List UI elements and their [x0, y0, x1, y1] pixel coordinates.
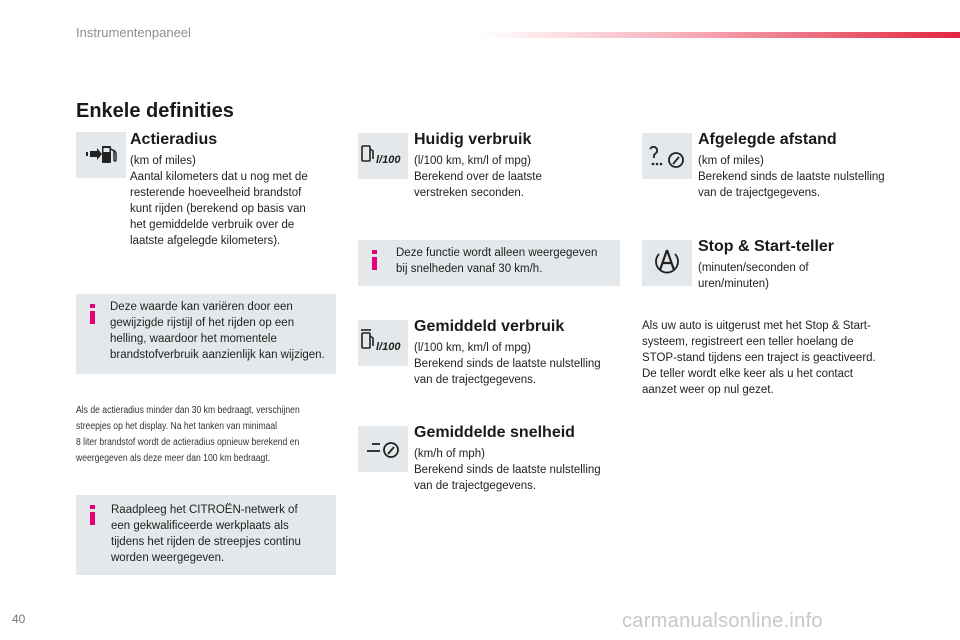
info-note-speed	[358, 240, 620, 286]
note-line: worden weergegeven.	[111, 552, 225, 564]
note-line: Raadpleeg het CITROËN-netwerk of	[111, 504, 298, 516]
info-icon	[90, 505, 95, 509]
note-line: gewijzigde rijstijl of het rijden op een	[110, 317, 295, 329]
gemiddelde-snelheid-description	[414, 446, 624, 494]
afgelegde-afstand-description	[698, 153, 918, 201]
huidig-line: verstreken seconden.	[414, 187, 524, 199]
actieradius-line: Aantal kilometers dat u nog met de	[130, 171, 308, 183]
info-note-variation	[76, 294, 336, 374]
page-number: 40	[12, 612, 26, 626]
info-note-network	[76, 495, 336, 575]
note-line: helling, waardoor het momentele	[110, 333, 277, 345]
info-icon	[90, 304, 95, 308]
gemiddeld-verbruik-title: Gemiddeld verbruik	[414, 318, 565, 335]
note-line: Deze functie wordt alleen weergegeven	[396, 247, 598, 259]
gemiddelde-snelheid-line: (km/h of mph)	[414, 448, 485, 460]
afstand-line: van de trajectgegevens.	[698, 187, 821, 199]
huidig-verbruik-description	[414, 153, 614, 201]
note-line: brandstofverbruik aanzienlijk kan wijzigen.	[110, 349, 325, 361]
current-consumption-icon	[358, 133, 408, 179]
info-icon	[372, 250, 377, 254]
average-speed-icon	[358, 426, 408, 472]
dashes-explanation	[76, 403, 300, 467]
svg-text:l/100: l/100	[376, 154, 401, 166]
stopstart-line: (minuten/seconden of	[698, 262, 809, 274]
average-consumption-icon	[358, 320, 408, 366]
stopstart-text-line: STOP-stand tijdens een traject is geactiveerd.	[642, 352, 876, 364]
huidig-verbruik-title: Huidig verbruik	[414, 131, 532, 148]
section-title: Instrumentenpaneel	[76, 25, 191, 40]
fuel-range-icon	[76, 132, 126, 178]
actieradius-title: Actieradius	[130, 131, 218, 148]
gemiddeld-verbruik-line: Berekend sinds de laatste nulstelling	[414, 358, 601, 370]
afstand-line: Berekend sinds de laatste nulstelling	[698, 171, 885, 183]
stopstart-text-line: aanzet weer op nul gezet.	[642, 384, 774, 396]
header-accent-bar	[480, 32, 960, 38]
dashes-line: 8 liter brandstof wordt de actieradius opnieuw berekend en	[76, 437, 300, 448]
stopstart-text-line: systeem, registreert een teller hoelang de	[642, 336, 854, 348]
dashes-line: streepjes op het display. Na het tanken van minimaal	[76, 421, 278, 432]
note-line: een gekwalificeerde werkplaats als	[111, 520, 289, 532]
stopstart-text-line: De teller wordt elke keer als u het contact	[642, 368, 853, 380]
svg-text:l/100: l/100	[376, 341, 401, 353]
stopstart-line: uren/minuten)	[698, 278, 769, 290]
gemiddelde-snelheid-line: Berekend sinds de laatste nulstelling	[414, 464, 601, 476]
stop-start-icon	[642, 240, 692, 286]
stop-start-explanation	[642, 318, 922, 398]
actieradius-line: het gemiddelde verbruik over de	[130, 219, 295, 231]
dashes-line: Als de actieradius minder dan 30 km bedraagt, verschijnen	[76, 405, 300, 416]
page-heading: Enkele definities	[76, 100, 234, 122]
huidig-line: (l/100 km, km/l of mpg)	[414, 155, 531, 167]
gemiddeld-verbruik-line: van de trajectgegevens.	[414, 374, 537, 386]
note-line: Deze waarde kan variëren door een	[110, 301, 293, 313]
stopstart-text-line: Als uw auto is uitgerust met het Stop & Start-	[642, 320, 871, 332]
stop-start-title: Stop & Start-teller	[698, 238, 835, 255]
afstand-line: (km of miles)	[698, 155, 764, 167]
distance-travelled-icon	[642, 133, 692, 179]
gemiddeld-verbruik-line: (l/100 km, km/l of mpg)	[414, 342, 531, 354]
huidig-line: Berekend over de laatste	[414, 171, 542, 183]
afgelegde-afstand-title: Afgelegde afstand	[698, 131, 837, 148]
note-line: tijdens het rijden de streepjes continu	[111, 536, 301, 548]
note-line: bij snelheden vanaf 30 km/h.	[396, 263, 543, 275]
watermark: carmanualsonline.info	[622, 610, 823, 632]
actieradius-line: (km of miles)	[130, 155, 196, 167]
actieradius-description	[130, 153, 330, 249]
dashes-line: weergegeven als deze meer dan 100 km bedraagt.	[76, 453, 271, 464]
gemiddeld-verbruik-description	[414, 340, 624, 388]
actieradius-line: kunt rijden (berekend op basis van	[130, 203, 306, 215]
actieradius-line: resterende hoeveelheid brandstof	[130, 187, 302, 199]
gemiddelde-snelheid-line: van de trajectgegevens.	[414, 480, 537, 492]
actieradius-line: laatste afgelegde kilometers).	[130, 235, 281, 247]
gemiddelde-snelheid-title: Gemiddelde snelheid	[414, 424, 575, 441]
stop-start-description	[698, 260, 918, 292]
